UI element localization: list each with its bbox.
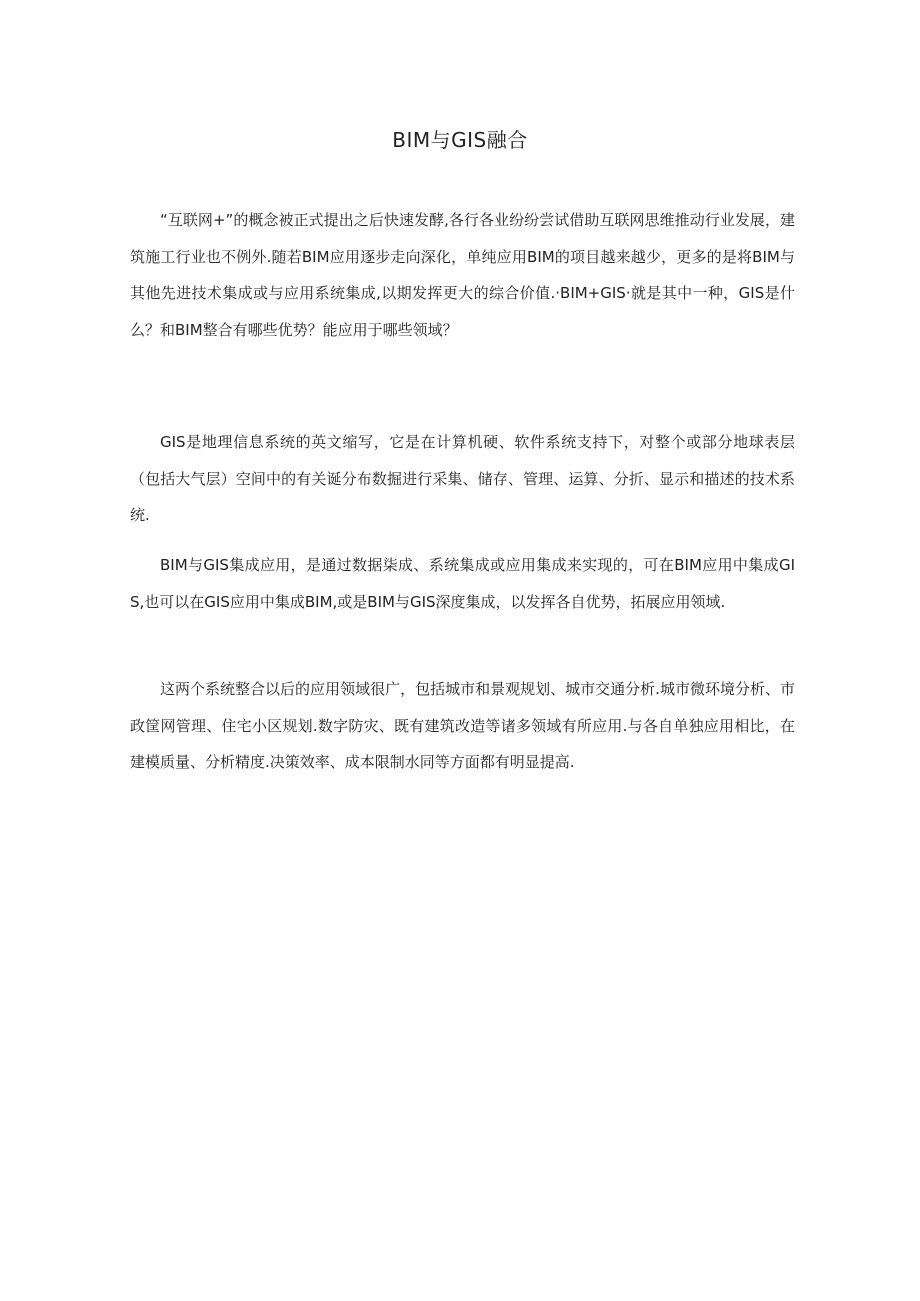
paragraph-integration: BIM与GIS集成应用，是通过数据柒成、系统集成或应用集成来实现的，可在BIM应用中集成GIS,也可以在GIS应用中集成BIM,或是BIM与GIS深度集成，以发挥各自优势，拓展应用领域. (130, 556, 795, 611)
paragraph-gis-definition: GIS是地理信息系统的英文缩写，它是在计算机硬、软件系统支持下，对整个或部分地球表层（包括大气层）空间中的有关诞分布数掘进行采集、储存、管理、运算、分折、显示和描述的技术系统. (130, 433, 795, 524)
paragraph-intro: “互联网+”的概念被正式提出之后快速发酵,各行各业纷纷尝试借助互联网思维推动行业发展，建筑施工行业也不例外.随若BIM应用逐步走向深化，单纯应用BIM的项目越来越少，更多的是将BIM与其他先进技术集成或与应用系统集成,以期发挥更大的综合价值.·BIM+GIS·就是其中一种，GIS是什么？和BIM整合有哪些优势？能应用于哪些领域？ (130, 211, 795, 339)
paragraph-applications: 这两个系统整合以后的应用领域很广，包括城市和景观规划、城市交通分析.城市微环境分析、市政筐网管理、住宅小区规划.数字防灾、既有建筑改造等诸多领域有所应用.与各自单独应用相比，在建模质量、分析精度.决策效率、成本限制水同等方面都有明显提高. (130, 680, 795, 771)
page-title: BIM与GIS融合 (392, 128, 528, 152)
